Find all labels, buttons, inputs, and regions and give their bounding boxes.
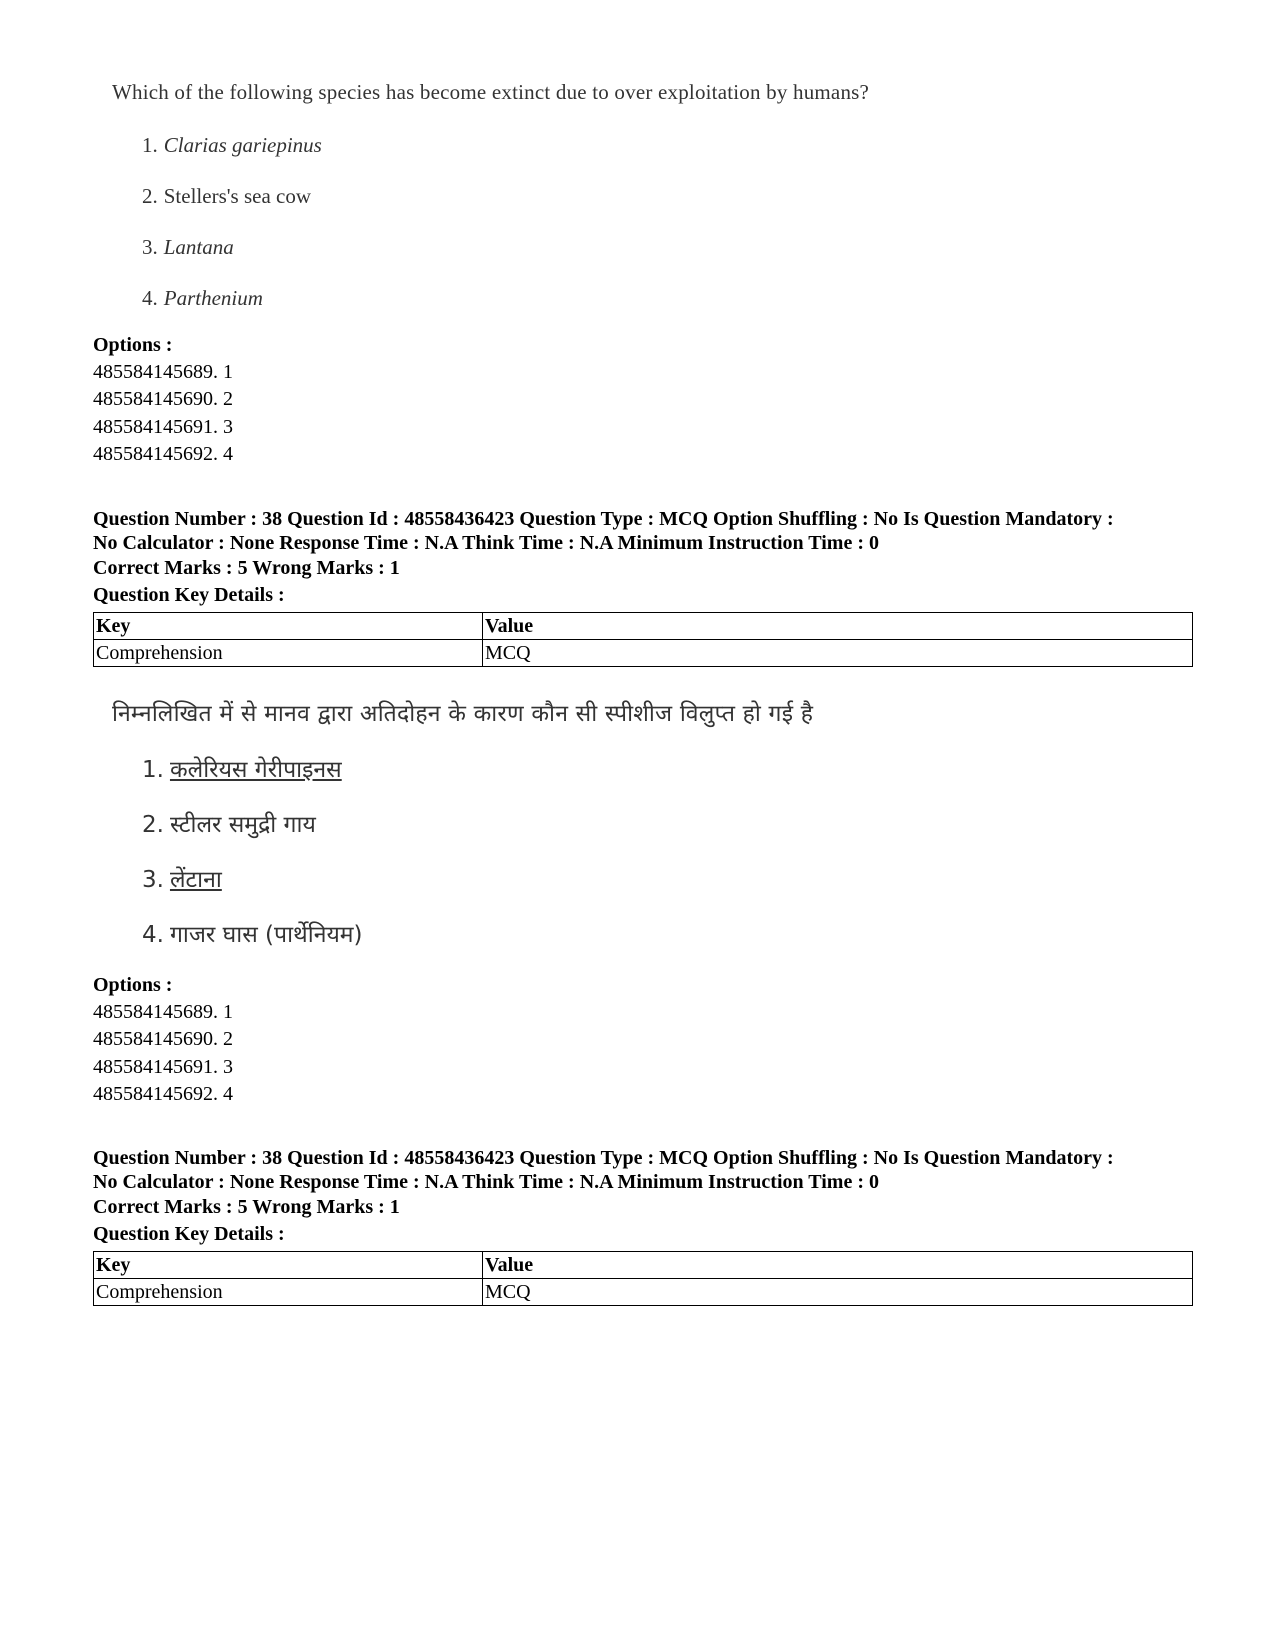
table-header-key: Key [94,1252,483,1279]
option-line: 485584145690. 2 [93,388,233,410]
choice-text: Stellers's sea cow [163,184,311,208]
table-header-value: Value [483,1252,1193,1279]
choice-text: कलेरियस गेरीपाइनस [169,757,342,783]
choice-2: 2. Stellers's sea cow [142,184,311,208]
key-details-label: Question Key Details : [93,584,285,606]
key-details-label: Question Key Details : [93,1223,285,1245]
key-details-table [93,612,1193,667]
choice-text: Lantana [163,235,234,259]
choice-1: 1. Clarias gariepinus [142,133,322,157]
table-row [94,640,1193,667]
table-header-row [94,1252,1193,1279]
question-image-hindi [112,696,814,948]
table-header-value: Value [483,613,1193,640]
options-label: Options : [93,334,173,356]
choice-2: 2. स्टीलर समुद्री गाय [142,812,316,838]
choice-text: गाजर घास (पार्थेनियम) [169,922,363,948]
choice-text: Clarias gariepinus [163,133,322,157]
question-text: Which of the following species has become extinct due to over exploitation by humans? [112,80,870,104]
table-row [94,1279,1193,1306]
choice-3: 3. Lantana [142,235,234,259]
table-header-row [94,613,1193,640]
meta-line-2: No Calculator : None Response Time : N.A Think Time : N.A Minimum Instruction Time : 0 [93,532,879,554]
option-line: 485584145690. 2 [93,1028,233,1050]
option-line: 485584145691. 3 [93,1056,233,1078]
table-cell-key: Comprehension [94,1279,483,1306]
meta-line-1: Question Number : 38 Question Id : 48558436423 Question Type : MCQ Option Shuffling : No Is Question Mandatory : [93,508,1114,530]
question-text: निम्नलिखित में से मानव द्वारा अतिदोहन के कारण कौन सी स्पीशीज विलुप्त हो गई है [112,701,814,727]
marks-line: Correct Marks : 5 Wrong Marks : 1 [93,1196,400,1218]
question-meta [93,507,1213,555]
choice-3: 3. लेंटाना [142,867,222,893]
choice-4: 4. गाजर घास (पार्थेनियम) [142,922,363,948]
option-line: 485584145692. 4 [93,443,233,465]
choice-text: Parthenium [163,286,263,310]
choice-text: स्टीलर समुद्री गाय [169,812,316,838]
options-label: Options : [93,974,173,996]
key-details-table [93,1251,1193,1306]
question-meta [93,1146,1213,1194]
table-cell-key: Comprehension [94,640,483,667]
question-image-english [112,80,870,310]
option-line: 485584145692. 4 [93,1083,233,1105]
option-line: 485584145689. 1 [93,1001,233,1023]
choice-4: 4. Parthenium [142,286,263,310]
option-line: 485584145689. 1 [93,361,233,383]
choice-text: लेंटाना [169,867,222,893]
marks-line: Correct Marks : 5 Wrong Marks : 1 [93,557,400,579]
table-header-key: Key [94,613,483,640]
option-line: 485584145691. 3 [93,416,233,438]
meta-line-1: Question Number : 38 Question Id : 48558436423 Question Type : MCQ Option Shuffling : No Is Question Mandatory : [93,1147,1114,1169]
table-cell-value: MCQ [483,1279,1193,1306]
table-cell-value: MCQ [483,640,1193,667]
meta-line-2: No Calculator : None Response Time : N.A Think Time : N.A Minimum Instruction Time : 0 [93,1171,879,1193]
choice-1: 1. कलेरियस गेरीपाइनस [142,757,342,783]
